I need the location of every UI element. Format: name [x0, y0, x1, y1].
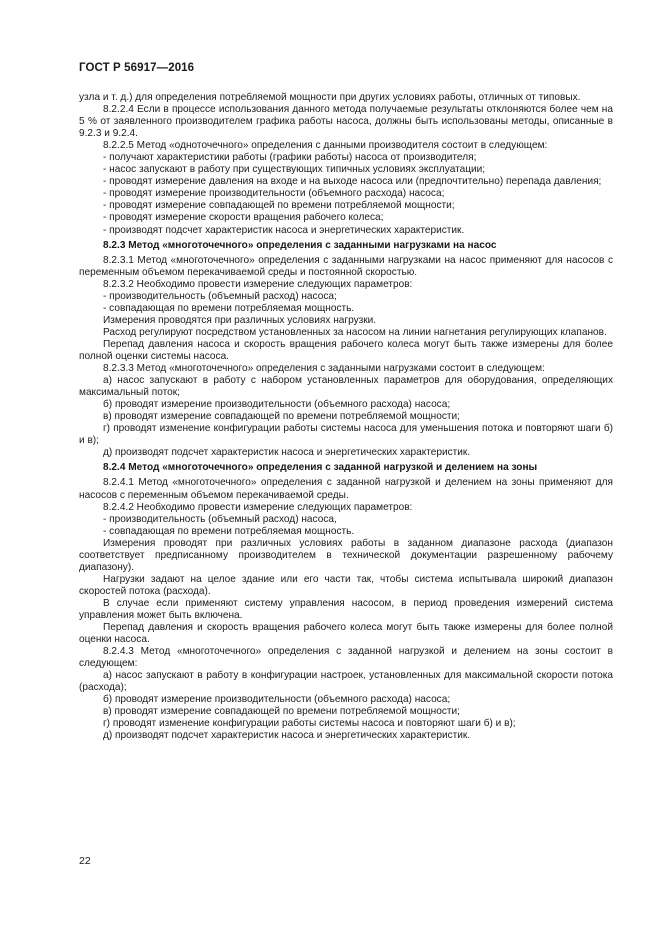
- list-item: - проводят измерение производительности (объемного расхода) насоса;: [103, 188, 445, 200]
- paragraph: 8.2.2.5 Метод «одноточечного» определения с данными производителя состоит в следующем:: [103, 140, 548, 152]
- list-item: в) проводят измерение совпадающей по времени потребляемой мощности;: [103, 411, 460, 423]
- paragraph: 8.2.4.3 Метод «многоточечного» определения с заданной нагрузкой и делением на зоны состоит в следующем:: [79, 646, 613, 670]
- list-item: - проводят измерение скорости вращения рабочего колеса;: [103, 212, 384, 224]
- paragraph: Расход регулируют посредством установленных за насосом на линии нагнетания регулирующих клапанов.: [103, 326, 607, 338]
- list-item: - производительность (объемный расход) насоса;: [103, 290, 337, 302]
- list-item: - получают характеристики работы (графики работы) насоса от производителя;: [103, 152, 477, 164]
- paragraph: В случае если применяют систему управления насосом, в период проведения измерений система управления может быть включена.: [79, 597, 613, 621]
- list-item: д) производят подсчет характеристик насоса и энергетических характеристик.: [103, 447, 471, 459]
- document-header: ГОСТ Р 56917—2016: [79, 62, 195, 74]
- list-item: г) проводят изменение конфигурации работы системы насоса и повторяют шаги б) и в);: [103, 718, 516, 730]
- list-item: - совпадающая по времени потребляемая мощность.: [103, 525, 355, 537]
- paragraph: 8.2.4.1 Метод «многоточечного» определения с заданной нагрузкой и делением на зоны применяют для насосов с переменным объемом перекачиваемой среды.: [79, 477, 613, 501]
- paragraph: Нагрузки задают на целое здание или его части так, чтобы система испытывала широкий диапазон скоростей потока (расхода).: [79, 573, 613, 597]
- list-item: а) насос запускают в работу с набором установленных параметров для оборудования, определяющих максимальный поток;: [79, 375, 613, 399]
- list-item: б) проводят измерение производительности (объемного расхода) насоса;: [103, 399, 451, 411]
- paragraph: Измерения проводят при различных условиях работы в заданном диапазоне расхода (диапазон соответствует предписанному производителем в технической документации разрешенному рабочему диапазону).: [79, 537, 613, 573]
- list-item: б) проводят измерение производительности (объемного расхода) насоса;: [103, 694, 451, 706]
- section-heading: 8.2.3 Метод «многоточечного» определения с заданными нагрузками на насос: [103, 239, 497, 251]
- paragraph: 8.2.3.3 Метод «многоточечного» определения с заданными нагрузками состоит в следующем:: [103, 363, 545, 375]
- list-item: - производят подсчет характеристик насоса и энергетических характеристик.: [103, 224, 465, 236]
- paragraph: 8.2.3.1 Метод «многоточечного» определения с заданными нагрузками на насос применяют для насосов с переменным объемом перекачиваемой среды и постоянной скоростью.: [79, 254, 613, 278]
- list-item: г) проводят изменение конфигурации работы системы насоса для уменьшения потока и повторяют шаги б) и в);: [79, 423, 613, 447]
- paragraph: 8.2.4.2 Необходимо провести измерение следующих параметров:: [103, 501, 413, 513]
- paragraph: узла и т. д.) для определения потребляемой мощности при других условиях работы, отличных от типовых.: [79, 92, 581, 103]
- paragraph: Перепад давления и скорость вращения рабочего колеса могут быть также измерены для более полной оценки насоса.: [79, 622, 613, 646]
- paragraph: Перепад давления насоса и скорость вращения рабочего колеса могут быть также измерены для более полной оценки системы насоса.: [79, 338, 613, 362]
- paragraph: Измерения проводятся при различных условиях нагрузки.: [103, 314, 377, 326]
- list-item: - производительность (объемный расход) насоса,: [103, 513, 337, 525]
- paragraph: 8.2.2.4 Если в процессе использования данного метода получаемые результаты отклоняются более чем на 5 % от заявленного производителем графика работы насоса, должны быть использованы методы, описанные в 9.2.3 и 9.2.4.: [79, 104, 613, 140]
- list-item: - совпадающая по времени потребляемая мощность.: [103, 302, 355, 314]
- list-item: в) проводят измерение совпадающей по времени потребляемой мощности;: [103, 706, 460, 718]
- section-heading: 8.2.4 Метод «многоточечного» определения с заданной нагрузкой и делением на зоны: [103, 462, 538, 474]
- list-item: - проводят измерение совпадающей по времени потребляемой мощности;: [103, 200, 455, 212]
- list-item: - проводят измерение давления на входе и на выходе насоса или (предпочтительно) перепада давления;: [103, 176, 602, 188]
- list-item: д) производят подсчет характеристик насоса и энергетических характеристик.: [103, 730, 471, 742]
- list-item: а) насос запускают в работу в конфигурации настроек, установленных для максимальной скорости потока (расхода);: [79, 670, 613, 694]
- page-number: 22: [79, 855, 91, 867]
- document-body: [79, 92, 613, 742]
- paragraph: 8.2.3.2 Необходимо провести измерение следующих параметров:: [103, 278, 413, 290]
- list-item: - насос запускают в работу при существующих типичных условиях эксплуатации;: [103, 164, 486, 176]
